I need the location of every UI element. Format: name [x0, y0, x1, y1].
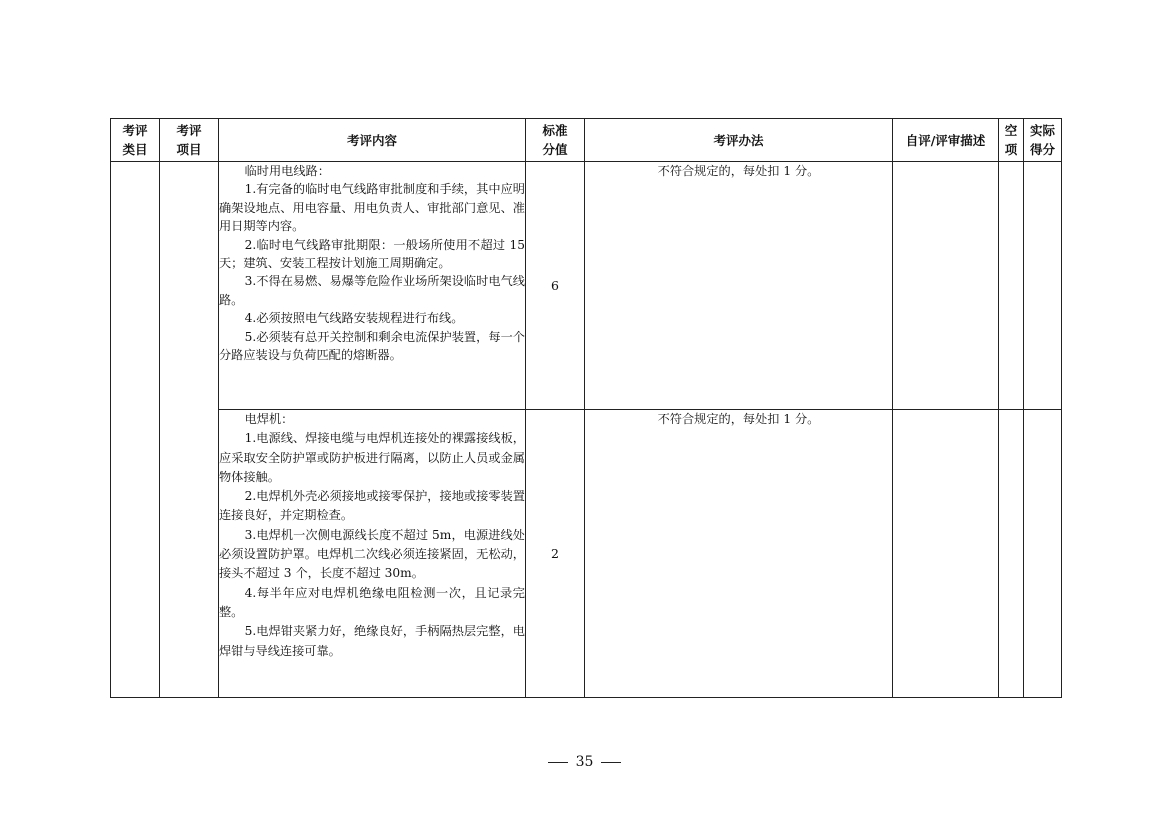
- header-self-eval: 自评/评审描述: [893, 119, 999, 162]
- list-item: 1.电源线、焊接电缆与电焊机连接处的裸露接线板，应采取安全防护罩或防护板进行隔离，以防止人员或金属物体接触。: [219, 431, 525, 484]
- header-blank: [999, 119, 1024, 162]
- header-score: [526, 119, 585, 162]
- category-cell: [111, 162, 160, 698]
- row-title: 临时用电线路：: [244, 164, 330, 178]
- header-row: [111, 119, 1062, 162]
- self-eval-cell[interactable]: [893, 410, 999, 698]
- list-item: 2.临时电气线路审批期限：一般场所使用不超过 15 天；建筑、安装工程按计划施工周期确定。: [219, 237, 525, 271]
- list-item: 5.必须装有总开关控制和剩余电流保护装置，每一个分路应装设与负荷匹配的熔断器。: [219, 329, 525, 363]
- score-cell: 6: [526, 162, 585, 410]
- footer-dash-left: [548, 762, 568, 763]
- header-category-line1: 考评: [122, 123, 148, 138]
- blank-cell[interactable]: [999, 410, 1024, 698]
- list-item: 3.不得在易燃、易爆等危险作业场所架设临时电气线路。: [219, 274, 525, 307]
- header-score-line2: 分值: [542, 142, 568, 157]
- header-actual-line2: 得分: [1029, 142, 1055, 157]
- header-blank-line2: 项: [1004, 142, 1018, 157]
- table-row: [111, 410, 1062, 698]
- list-item: 2.电焊机外壳必须接地或接零保护，接地或接零装置连接良好，并定期检查。: [219, 489, 525, 523]
- header-category: [111, 119, 160, 162]
- list-item: 5.电焊钳夹紧力好，绝缘良好，手柄隔热层完整，电焊钳与导线连接可靠。: [219, 624, 525, 658]
- self-eval-cell[interactable]: [893, 162, 999, 410]
- method-cell: 不符合规定的，每处扣 1 分。: [585, 410, 893, 698]
- page-number: 35: [575, 754, 594, 770]
- header-item: [160, 119, 219, 162]
- header-blank-line1: 空: [1004, 123, 1018, 138]
- content-cell: [219, 410, 526, 698]
- header-item-line2: 项目: [176, 142, 202, 157]
- header-score-line1: 标准: [542, 123, 568, 138]
- table-row: [111, 162, 1062, 410]
- header-item-line1: 考评: [176, 123, 202, 138]
- list-item: 4.必须按照电气线路安装规程进行布线。: [244, 311, 464, 326]
- actual-score-cell[interactable]: [1024, 162, 1062, 410]
- item-cell: [160, 162, 219, 698]
- header-actual-line1: 实际: [1029, 123, 1055, 138]
- actual-score-cell[interactable]: [1024, 410, 1062, 698]
- evaluation-table: [110, 118, 1062, 698]
- list-item: 1.有完备的临时电气线路审批制度和手续，其中应明确架设地点、用电容量、用电负责人、审批部门意见、准用日期等内容。: [219, 182, 525, 234]
- list-item: 4.每半年应对电焊机绝缘电阻检测一次，且记录完整。: [219, 585, 525, 619]
- content-cell: [219, 162, 526, 410]
- header-actual: [1024, 119, 1062, 162]
- page-footer: [0, 752, 1169, 772]
- row-title: 电焊机：: [244, 412, 294, 426]
- method-cell: 不符合规定的，每处扣 1 分。: [585, 162, 893, 410]
- header-method: 考评办法: [585, 119, 893, 162]
- list-item: 3.电焊机一次侧电源线长度不超过 5m，电源进线处必须设置防护罩。电焊机二次线必须连接紧固，无松动，接头不超过 3 个，长度不超过 30m。: [219, 527, 525, 581]
- score-cell: 2: [526, 410, 585, 698]
- header-content: 考评内容: [219, 119, 526, 162]
- footer-dash-right: [601, 762, 621, 763]
- blank-cell[interactable]: [999, 162, 1024, 410]
- header-category-line2: 类目: [122, 142, 148, 157]
